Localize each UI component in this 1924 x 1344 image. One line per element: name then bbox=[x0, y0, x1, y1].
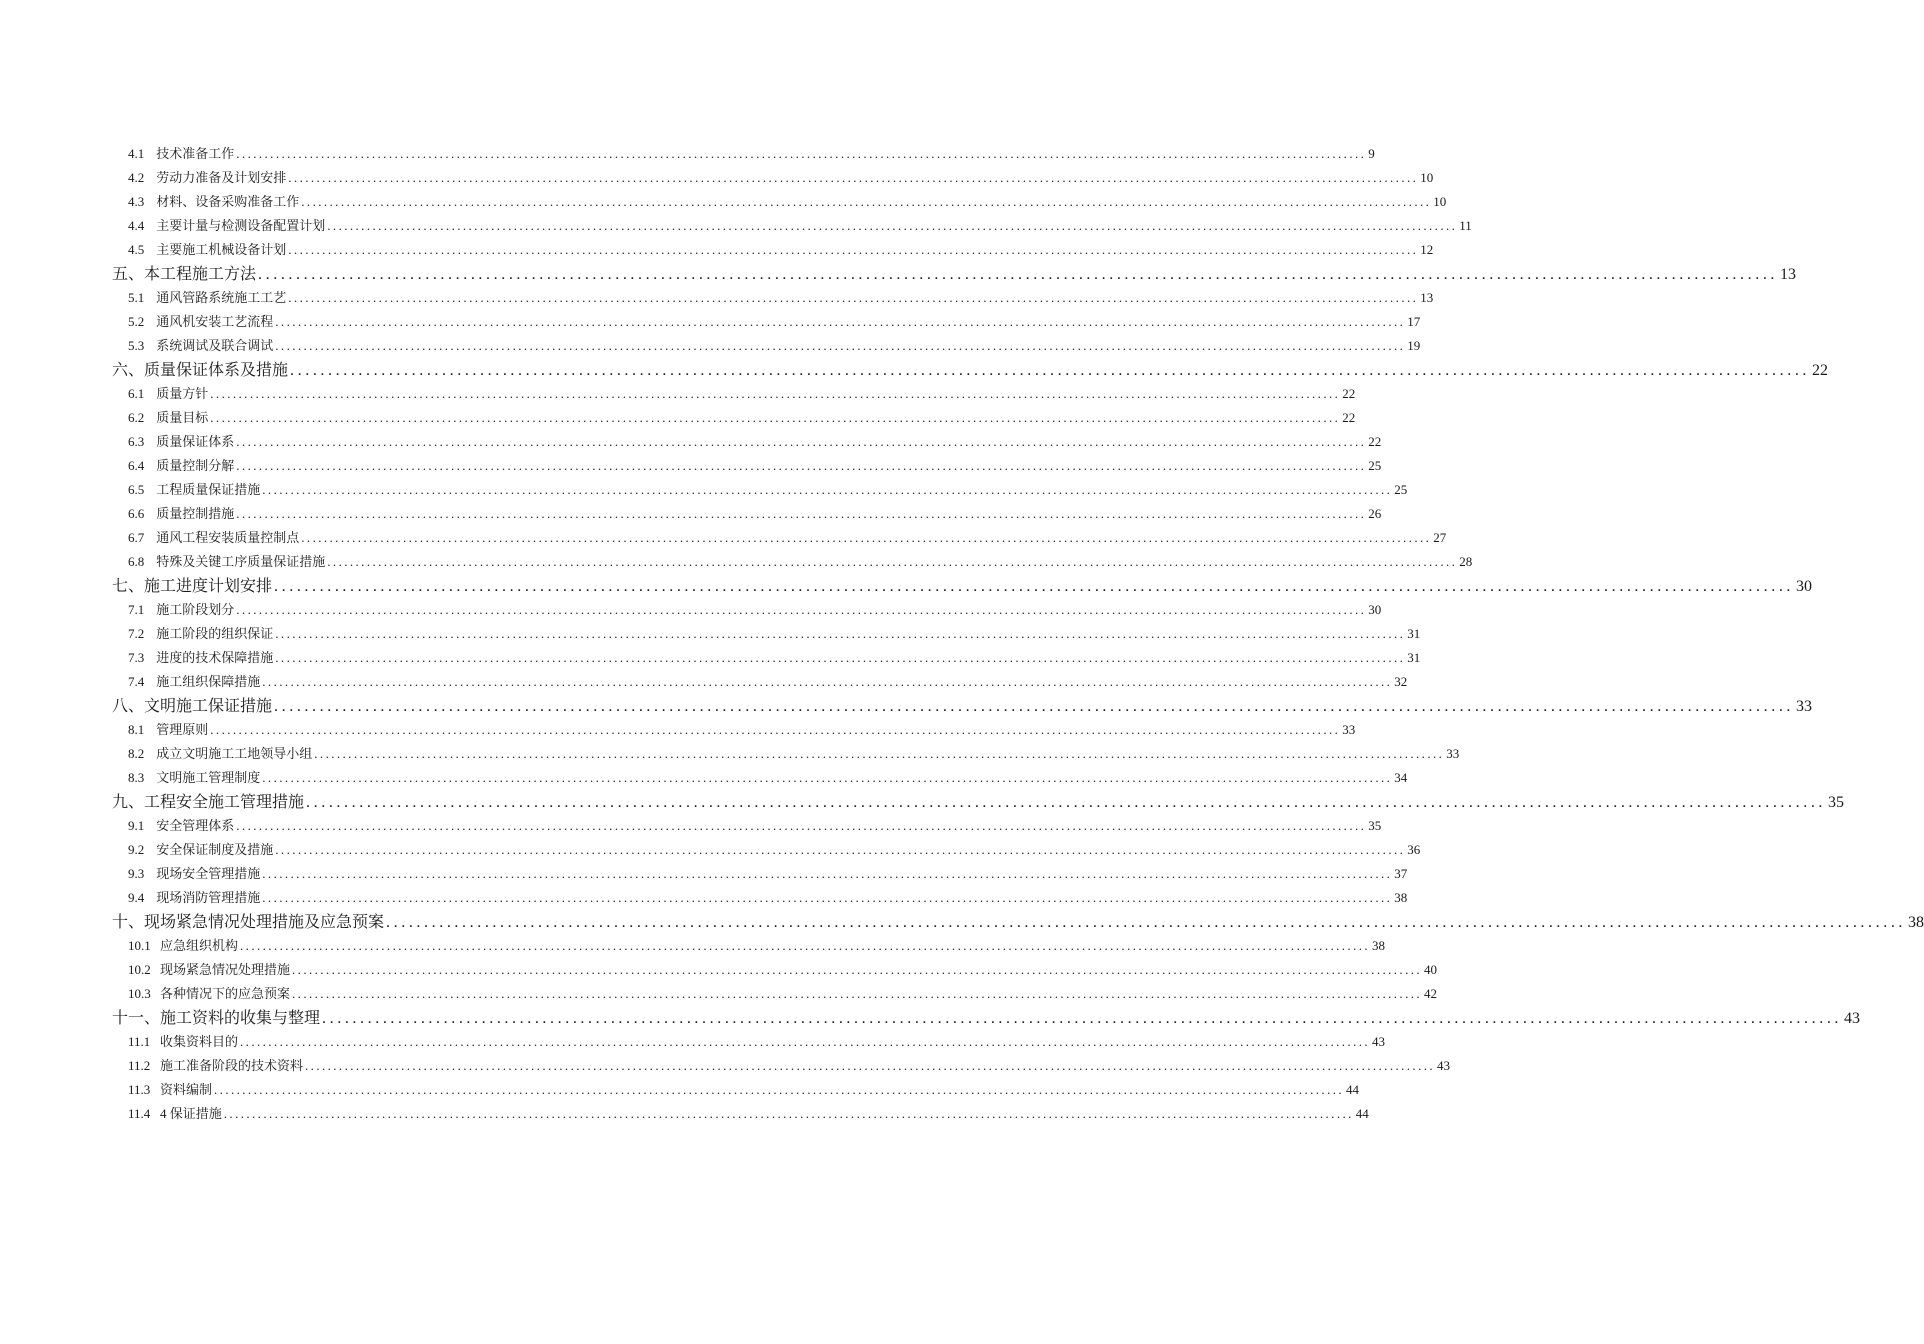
toc-section-entry[interactable] bbox=[128, 551, 1473, 571]
toc-page-number: 37 bbox=[1394, 866, 1408, 881]
toc-page-number: 13 bbox=[1780, 266, 1797, 283]
toc-section-entry[interactable] bbox=[128, 647, 1421, 667]
toc-section-entry[interactable] bbox=[128, 239, 1434, 259]
toc-page-number: 43 bbox=[1372, 1034, 1386, 1049]
toc-entry-number: 9.1 bbox=[128, 818, 145, 833]
toc-page-number: 33 bbox=[1796, 698, 1813, 715]
toc-section-entry[interactable] bbox=[128, 623, 1421, 643]
toc-page-number: 38 bbox=[1908, 914, 1924, 931]
toc-page-number: 22 bbox=[1342, 386, 1356, 401]
toc-entry-title: 施工组织保障措施 bbox=[156, 674, 261, 689]
toc-chapter-entry[interactable] bbox=[112, 573, 1813, 595]
toc-page-number: 38 bbox=[1394, 890, 1408, 905]
toc-section-entry[interactable] bbox=[128, 815, 1382, 835]
toc-entry-number: 5.3 bbox=[128, 338, 145, 353]
toc-entry-number: 6.2 bbox=[128, 410, 145, 425]
toc-section-entry[interactable] bbox=[128, 191, 1447, 211]
toc-entry-number: 10.1 bbox=[128, 938, 151, 953]
toc-entry-number: 7.2 bbox=[128, 626, 145, 641]
toc-section-entry[interactable] bbox=[128, 455, 1382, 475]
dot-leader: ........................................................................................................................................................................................................ bbox=[236, 458, 1367, 473]
toc-section-entry[interactable] bbox=[128, 1103, 1369, 1123]
dot-leader: ........................................................................................................................................................................................................ bbox=[262, 482, 1393, 497]
toc-entry-number: 6.4 bbox=[128, 458, 145, 473]
toc-section-entry[interactable] bbox=[128, 479, 1408, 499]
toc-entry-title: 应急组织机构 bbox=[160, 938, 239, 953]
dot-leader: ........................................................................................................................................................................................................ bbox=[290, 362, 1811, 379]
dot-leader: ........................................................................................................................................................................................................ bbox=[301, 530, 1432, 545]
toc-entry-title: 材料、设备采购准备工作 bbox=[156, 194, 300, 209]
toc-page-number: 32 bbox=[1394, 674, 1408, 689]
toc-entry-title: 劳动力准备及计划安排 bbox=[156, 170, 287, 185]
toc-page-number: 42 bbox=[1424, 986, 1438, 1001]
toc-entry-number: 7.1 bbox=[128, 602, 145, 617]
toc-section-entry[interactable] bbox=[128, 1055, 1451, 1075]
dot-leader: ........................................................................................................................................................................................................ bbox=[262, 674, 1393, 689]
toc-page-number: 27 bbox=[1433, 530, 1447, 545]
dot-leader: ........................................................................................................................................................................................................ bbox=[262, 890, 1393, 905]
dot-leader: ........................................................................................................................................................................................................ bbox=[288, 170, 1419, 185]
toc-page-number: 33 bbox=[1446, 746, 1460, 761]
toc-page-number: 35 bbox=[1368, 818, 1382, 833]
toc-entry-number: 8.1 bbox=[128, 722, 145, 737]
toc-page-number: 34 bbox=[1394, 770, 1408, 785]
toc-entry-number: 11.3 bbox=[128, 1082, 151, 1097]
dot-leader: ........................................................................................................................................................................................................ bbox=[210, 410, 1341, 425]
dot-leader: ........................................................................................................................................................................................................ bbox=[275, 338, 1406, 353]
toc-entry-title: 现场安全管理措施 bbox=[156, 866, 261, 881]
toc-entry-title: 通风管路系统施工工艺 bbox=[156, 290, 287, 305]
dot-leader: ........................................................................................................................................................................................................ bbox=[236, 818, 1367, 833]
dot-leader: ........................................................................................................................................................................................................ bbox=[210, 386, 1341, 401]
toc-page-number: 19 bbox=[1407, 338, 1421, 353]
dot-leader: ........................................................................................................................................................................................................ bbox=[306, 794, 1827, 811]
toc-section-entry[interactable] bbox=[128, 1079, 1360, 1099]
toc-page-number: 11 bbox=[1459, 218, 1472, 233]
toc-page-number: 36 bbox=[1407, 842, 1421, 857]
toc-page-number: 10 bbox=[1433, 194, 1447, 209]
toc-entry-title: 收集资料目的 bbox=[160, 1034, 239, 1049]
toc-entry-title: 各种情况下的应急预案 bbox=[160, 986, 291, 1001]
toc-entry-number: 7.4 bbox=[128, 674, 145, 689]
dot-leader: ........................................................................................................................................................................................................ bbox=[275, 314, 1406, 329]
toc-entry-title: 现场消防管理措施 bbox=[156, 890, 261, 905]
toc-entry-title: 质量控制分解 bbox=[156, 458, 235, 473]
dot-leader: ........................................................................................................................................................................................................ bbox=[301, 194, 1432, 209]
toc-page-number: 38 bbox=[1372, 938, 1386, 953]
toc-entry-number: 9.4 bbox=[128, 890, 145, 905]
toc-section-entry[interactable] bbox=[128, 383, 1356, 403]
toc-section-entry[interactable] bbox=[128, 887, 1408, 907]
dot-leader: ........................................................................................................................................................................................................ bbox=[214, 1082, 1345, 1097]
dot-leader: ........................................................................................................................................................................................................ bbox=[274, 578, 1795, 595]
dot-leader: ........................................................................................................................................................................................................ bbox=[275, 842, 1406, 857]
toc-section-entry[interactable] bbox=[128, 215, 1472, 235]
dot-leader: ........................................................................................................................................................................................................ bbox=[236, 434, 1367, 449]
toc-entry-number: 4.4 bbox=[128, 218, 145, 233]
toc-page-number: 22 bbox=[1812, 362, 1829, 379]
toc-entry-title: 主要施工机械设备计划 bbox=[156, 242, 287, 257]
toc-chapter-entry[interactable] bbox=[112, 693, 1813, 715]
toc-page-number: 25 bbox=[1368, 458, 1382, 473]
toc-entry-title: 十一、施工资料的收集与整理 bbox=[112, 1010, 321, 1027]
toc-entry-title: 管理原则 bbox=[156, 722, 209, 737]
toc-entry-title: 安全保证制度及措施 bbox=[156, 842, 274, 857]
toc-entry-number: 6.6 bbox=[128, 506, 145, 521]
toc-page-number: 30 bbox=[1368, 602, 1382, 617]
toc-page-number: 12 bbox=[1420, 242, 1434, 257]
toc-entry-title: 施工准备阶段的技术资料 bbox=[160, 1058, 304, 1073]
dot-leader: ........................................................................................................................................................................................................ bbox=[327, 554, 1458, 569]
toc-section-entry[interactable] bbox=[128, 863, 1408, 883]
toc-section-entry[interactable] bbox=[128, 143, 1375, 163]
toc-section-entry[interactable] bbox=[128, 311, 1421, 331]
toc-entry-number: 6.3 bbox=[128, 434, 145, 449]
dot-leader: ........................................................................................................................................................................................................ bbox=[322, 1010, 1843, 1027]
dot-leader: ........................................................................................................................................................................................................ bbox=[262, 770, 1393, 785]
toc-page-number: 43 bbox=[1437, 1058, 1451, 1073]
toc-page-number: 22 bbox=[1368, 434, 1382, 449]
toc-section-entry[interactable] bbox=[128, 983, 1438, 1003]
toc-page-number: 33 bbox=[1342, 722, 1356, 737]
toc-section-entry[interactable] bbox=[128, 1031, 1386, 1051]
toc-page-number: 28 bbox=[1459, 554, 1473, 569]
toc-entry-number: 9.2 bbox=[128, 842, 145, 857]
toc-page-number: 30 bbox=[1796, 578, 1813, 595]
dot-leader: ........................................................................................................................................................................................................ bbox=[292, 986, 1423, 1001]
toc-entry-number: 5.1 bbox=[128, 290, 145, 305]
toc-entry-title: 通风机安装工艺流程 bbox=[156, 314, 274, 329]
toc-entry-title: 进度的技术保障措施 bbox=[156, 650, 274, 665]
dot-leader: ........................................................................................................................................................................................................ bbox=[236, 146, 1367, 161]
toc-entry-title: 七、施工进度计划安排 bbox=[112, 578, 273, 595]
toc-entry-number: 4.5 bbox=[128, 242, 145, 257]
toc-entry-title: 特殊及关键工序质量保证措施 bbox=[156, 554, 326, 569]
toc-entry-title: 五、本工程施工方法 bbox=[112, 266, 257, 283]
toc-entry-title: 文明施工管理制度 bbox=[156, 770, 261, 785]
toc-entry-title: 系统调试及联合调试 bbox=[156, 338, 274, 353]
toc-entry-title: 施工阶段划分 bbox=[156, 602, 235, 617]
toc-section-entry[interactable] bbox=[128, 167, 1434, 187]
toc-entry-title: 通风工程安装质量控制点 bbox=[156, 530, 300, 545]
toc-section-entry[interactable] bbox=[128, 839, 1421, 859]
toc-entry-number: 10.3 bbox=[128, 986, 151, 1001]
toc-entry-title: 成立文明施工工地领导小组 bbox=[156, 746, 313, 761]
toc-section-entry[interactable] bbox=[128, 671, 1408, 691]
toc-entry-title: 安全管理体系 bbox=[156, 818, 235, 833]
toc-page-number: 26 bbox=[1368, 506, 1382, 521]
toc-entry-title: 技术准备工作 bbox=[156, 146, 235, 161]
toc-entry-title: 质量方针 bbox=[156, 386, 209, 401]
toc-entry-number: 9.3 bbox=[128, 866, 145, 881]
toc-entry-title: 质量保证体系 bbox=[156, 434, 235, 449]
dot-leader: ........................................................................................................................................................................................................ bbox=[236, 602, 1367, 617]
toc-entry-title: 现场紧急情况处理措施 bbox=[160, 962, 291, 977]
toc-chapter-entry[interactable] bbox=[112, 261, 1797, 283]
toc-entry-title: 施工阶段的组织保证 bbox=[156, 626, 274, 641]
toc-entry-number: 10.2 bbox=[128, 962, 151, 977]
dot-leader: ........................................................................................................................................................................................................ bbox=[305, 1058, 1436, 1073]
dot-leader: ........................................................................................................................................................................................................ bbox=[288, 290, 1419, 305]
toc-entry-number: 7.3 bbox=[128, 650, 145, 665]
toc-entry-number: 6.1 bbox=[128, 386, 145, 401]
dot-leader: ........................................................................................................................................................................................................ bbox=[262, 866, 1393, 881]
toc-entry-number: 6.8 bbox=[128, 554, 145, 569]
toc-entry-title: 质量控制措施 bbox=[156, 506, 235, 521]
dot-leader: ........................................................................................................................................................................................................ bbox=[386, 914, 1907, 931]
toc-page-number: 40 bbox=[1424, 962, 1438, 977]
toc-page-number: 9 bbox=[1368, 146, 1375, 161]
toc-section-entry[interactable] bbox=[128, 935, 1386, 955]
toc-entry-number: 4.1 bbox=[128, 146, 145, 161]
toc-page-number: 44 bbox=[1355, 1106, 1369, 1121]
dot-leader: ........................................................................................................................................................................................................ bbox=[275, 650, 1406, 665]
toc-section-entry[interactable] bbox=[128, 959, 1438, 979]
toc-chapter-entry[interactable] bbox=[112, 1005, 1861, 1027]
dot-leader: ........................................................................................................................................................................................................ bbox=[258, 266, 1779, 283]
toc-section-entry[interactable] bbox=[128, 287, 1434, 307]
toc-page-number: 35 bbox=[1828, 794, 1845, 811]
toc-chapter-entry[interactable] bbox=[112, 789, 1845, 811]
dot-leader: ........................................................................................................................................................................................................ bbox=[288, 242, 1419, 257]
toc-section-entry[interactable] bbox=[128, 431, 1382, 451]
dot-leader: ........................................................................................................................................................................................................ bbox=[292, 962, 1423, 977]
toc-entry-title: 六、质量保证体系及措施 bbox=[112, 362, 289, 379]
dot-leader: ........................................................................................................................................................................................................ bbox=[314, 746, 1445, 761]
toc-chapter-entry[interactable] bbox=[112, 909, 1924, 931]
dot-leader: ........................................................................................................................................................................................................ bbox=[240, 1034, 1371, 1049]
dot-leader: ........................................................................................................................................................................................................ bbox=[240, 938, 1371, 953]
toc-section-entry[interactable] bbox=[128, 767, 1408, 787]
toc-entry-number: 4.2 bbox=[128, 170, 145, 185]
toc-entry-number: 11.2 bbox=[128, 1058, 151, 1073]
toc-page-number: 25 bbox=[1394, 482, 1408, 497]
dot-leader: ........................................................................................................................................................................................................ bbox=[223, 1106, 1354, 1121]
toc-entry-title: 工程质量保证措施 bbox=[156, 482, 261, 497]
toc-entry-number: 4.3 bbox=[128, 194, 145, 209]
dot-leader: ........................................................................................................................................................................................................ bbox=[210, 722, 1341, 737]
toc-entry-number: 8.3 bbox=[128, 770, 145, 785]
toc-section-entry[interactable] bbox=[128, 743, 1460, 763]
toc-entry-title: 质量目标 bbox=[156, 410, 209, 425]
dot-leader: ........................................................................................................................................................................................................ bbox=[236, 506, 1367, 521]
toc-entry-number: 6.7 bbox=[128, 530, 145, 545]
toc-entry-number: 8.2 bbox=[128, 746, 145, 761]
toc-section-entry[interactable] bbox=[128, 599, 1382, 619]
toc-page-number: 13 bbox=[1420, 290, 1434, 305]
toc-page-number: 31 bbox=[1407, 626, 1421, 641]
toc-entry-title: 九、工程安全施工管理措施 bbox=[112, 794, 305, 811]
toc-entry-title: 八、文明施工保证措施 bbox=[112, 698, 273, 715]
toc-section-entry[interactable] bbox=[128, 407, 1356, 427]
toc-page-number: 17 bbox=[1407, 314, 1421, 329]
dot-leader: ........................................................................................................................................................................................................ bbox=[327, 218, 1458, 233]
toc-entry-title: 资料编制 bbox=[160, 1082, 213, 1097]
toc-entry-title: 十、现场紧急情况处理措施及应急预案 bbox=[112, 914, 385, 931]
toc-page-number: 43 bbox=[1844, 1010, 1861, 1027]
toc-section-entry[interactable] bbox=[128, 335, 1421, 355]
toc-section-entry[interactable] bbox=[128, 527, 1447, 547]
toc-entry-number: 11.4 bbox=[128, 1106, 151, 1121]
toc-chapter-entry[interactable] bbox=[112, 357, 1829, 379]
toc-entry-title: 4 保证措施 bbox=[160, 1106, 222, 1121]
toc-section-entry[interactable] bbox=[128, 719, 1356, 739]
toc-entry-title: 主要计量与检测设备配置计划 bbox=[156, 218, 326, 233]
toc-entry-number: 6.5 bbox=[128, 482, 145, 497]
toc-page-number: 31 bbox=[1407, 650, 1421, 665]
toc-page-number: 22 bbox=[1342, 410, 1356, 425]
toc-section-entry[interactable] bbox=[128, 503, 1382, 523]
toc-entry-number: 5.2 bbox=[128, 314, 145, 329]
toc-entry-number: 11.1 bbox=[128, 1034, 151, 1049]
toc-page-number: 10 bbox=[1420, 170, 1434, 185]
toc-page-number: 44 bbox=[1346, 1082, 1360, 1097]
dot-leader: ........................................................................................................................................................................................................ bbox=[274, 698, 1795, 715]
dot-leader: ........................................................................................................................................................................................................ bbox=[275, 626, 1406, 641]
